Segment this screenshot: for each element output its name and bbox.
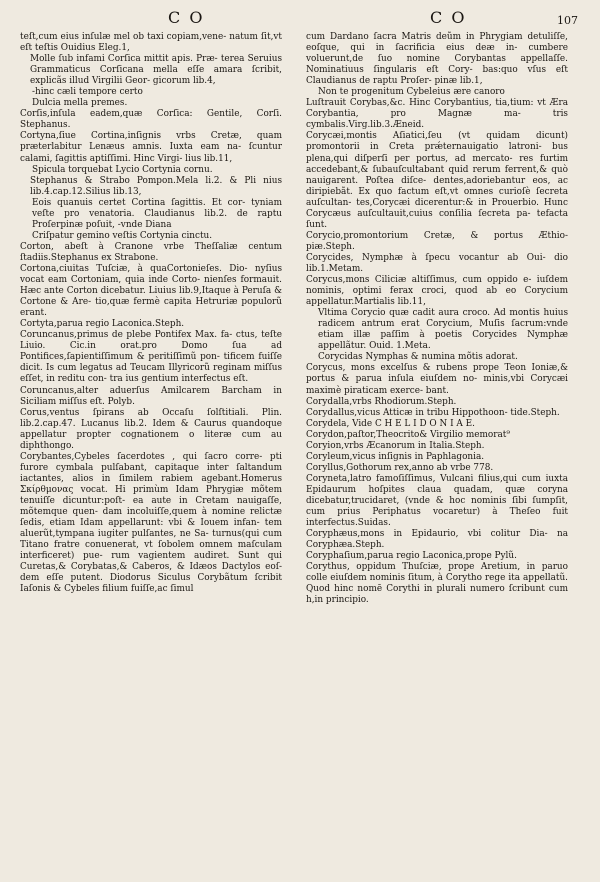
entry: Coryion,vrbs Æcanorum in Italia.Steph. (306, 440, 485, 451)
entry: Corycus, mons excelſus & rubens prope Teon Ioniæ,& portus & parua inſula eiuſdem no‑ minis,vbi Corycæi maximè piraticam exerce‑ bant. (306, 363, 568, 396)
entry: Corydalla,vrbs Rhodiorum.Steph. (306, 396, 457, 407)
entry: Corydallus,vicus Atticæ in tribu Hippothoon‑ tide.Steph. (306, 407, 560, 418)
quote-line: Vltima Corycio quæ cadit aura croco. Ad montis huius radicem antrum erat Corycium, Muſis ſacrum:vnde etiam illæ paſſim à poetis Corycides Nymphæ appellãtur. Ouid. 1.Meta. (318, 308, 568, 352)
quote-line: Molle ſub infami Corſica mittit apis. Præ‑ terea Seruius Grammaticus Corſicana mella eſſe amara ſcribit, explicãs illud Virgilii Geor‑ gicorum lib.4, (30, 54, 282, 87)
quote-line: ‑hinc cæli tempore certo (32, 87, 143, 98)
entry: Coruncanus,alter aduerſus Amilcarem Barcham in Siciliam miſſus eſt. Polyb. (20, 385, 282, 407)
entry: Coruncanus,primus de plebe Pontifex Max. fa‑ ctus, teſte Liuio. Cic.in orat.pro Domo ſua ad Pontifices,ſapientiſſimum & peritiſſimũ pon‑ tificem fuiſſe dicit. Is cum legatus ad Teucam Illyricorũ reginam miſſus eſſet, in reditu con‑ tra ius gentium interfectus eſt. (20, 330, 282, 385)
entry: Corythus, oppidum Thuſciæ, prope Aretium, in paruo colle eiuſdem nominis ſitum, à Corytho rege ita appellatũ. Quod hinc nomē Corythi in plurali numero ſcribunt cum h,in principio. (306, 562, 568, 606)
entry: Corus,ventus ſpirans ab Occaſu ſolſtitiali. Plin. lib.2.cap.47. Lucanus lib.2. Idem & Caurus quandoque appellatur propter cognationem o literæ cum au diphthongo. (20, 407, 282, 451)
entry: teſt,cum eius inſulæ mel ob taxi copiam,vene‑ natum ſit,vt eſt teſtis Ouidius Eleg.1, (20, 32, 282, 54)
quote-line: Dulcia mella premes. (32, 98, 128, 109)
entry: Corydon,paſtor,Theocrito& Virgilio memorat⁹ (306, 429, 510, 440)
entry: Corydela, Vide C H E L I D O N I A E. (306, 418, 475, 429)
right-column (306, 32, 568, 606)
entry: Corycio,promontorium Cretæ, & portus Æthio‑ piæ.Steph. (306, 230, 568, 252)
entry: Coryleum,vicus inſignis in Paphlagonia. (306, 451, 485, 462)
entry: Corycæi,montis Aſiatici,ſeu (vt quidam dicunt) promontorii in Creta prǽternauigatio latroni‑ bus plena,qui diſperſi per portus, ad mercato‑ res furtim accedebant,& ſubauſcultabant quid rerum ferrent,& quò nauigarent. Poſtea diſce‑ dentes,adoriebantur eos, ac diripiebãt. Ex quo factum eſt,vt omnes curioſè ſecreta auſcultan‑ tes,Corycæi dicerentur:& in Prouerbio. Hunc Corycæus auſcultauit,cuius conſilia ſecreta pa‑ tefacta ſunt. (306, 131, 568, 230)
entry: Corybantes,Cybeles ſacerdotes , qui ſacro corre‑ pti furore cymbala pulſabant, capitaque inter ſaltandum iactantes, alios in ſimilem rabiem agebant.Homerus Σκίρθμονας vocat. Hi primùm Idam Phrygiæ mõtem tenuiſſe dicuntur:poſt‑ ea aute in Cretam nauigaſſe, mõtemque quen‑ dam incoluiſſe,quem à nomine relictæ ſedis, etiam Idam appellarunt: vbi & Iouem infan‑ tem aluerũt,tympana iugiter pulſantes, ne Sa‑ turnus(qui cum Titano fratre conuenerat, vt ſobolem omnem maſculam interficeret) pue‑ rum vagientem audiret. Sunt qui Curetas,& Corybatas,& Caberos, & Idæos Dactylos eoſ‑ dem eſſe putent. Diodorus Siculus Corybãtum ſcribit Iaſonis & Cybeles filium fuiſſe,ac ſimul (20, 451, 282, 595)
quote-line: Criſpatur gemino veſtis Cortynia cinctu. (32, 230, 213, 241)
entry: Corycus,mons Ciliciæ altiſſimus, cum oppido e‑ iuſdem nominis, optimi ferax croci, quod ab eo Corycium appellatur.Martialis lib.11, (306, 275, 568, 308)
entry: Coryphæus,mons in Epidaurio, vbi colitur Dia‑ na Coryphæa.Steph. (306, 529, 568, 551)
entry: Corton, abeſt à Cranone vrbe Theſſaliæ centum ſtadiis.Stephanus ex Strabone. (20, 241, 282, 263)
right-running-head: C O (430, 8, 467, 27)
entry: cum Dardano ſacra Matris deũm in Phrygiam detuliſſe, eoſque, qui in ſacrificia eius deæ in‑ cumbere voluerunt,de ſuo nomine Corybantas appellaſſe. Nominatiuus ſingularis eſt Cory‑ bas:quo vſus eſt Claudianus de raptu Proſer‑ pinæ lib.1, (306, 32, 568, 87)
entry: Coryneta,latro famoſiſſimus, Vulcani filius,qui cum iuxta Epidaurum hoſpites claua quadam, quæ coryna dicebatur,trucidaret, (vnde & hoc nominis ſibi ſumpſit, cum prius Periphatus vocaretur) à Theſeo fuit interfectus.Suidas. (306, 473, 568, 529)
left-column (20, 32, 282, 595)
entry: Stephanus & Strabo Pompon.Mela li.2. & Pli nius lib.4.cap.12.Silius lib.13, (30, 175, 282, 197)
entry: Coryphaſium,parua regio Laconica,prope Pylũ. (306, 551, 517, 562)
entry: Luſtrauit Corybas,&c. Hinc Corybantius, tia,tium: vt Æra Corybantia, pro Magnæ ma‑ tris cymbalis.Virg.lib.3.Æneid. (306, 98, 568, 131)
quote-line: Non te progenitum Cybeleius ære canoro (318, 87, 505, 98)
entry: Corſis,inſula eadem,quæ Corſica: Gentile, Corſi. Stephanus. (20, 109, 282, 131)
entry: Cortyna,ſiue Cortina,inſignis vrbs Cretæ, quam præterlabitur Lenæus amnis. Iuxta eam na‑ ſcuntur calami, ſagittis aptiſſimi. Hinc Virgi‑ lius lib.11, (20, 131, 282, 164)
quote-line: Corycidas Nymphas & numina mõtis adorat. (318, 352, 518, 363)
quote-line: Spicula torquebat Lycio Cortynia cornu. (32, 164, 213, 175)
entry: Cortona,ciuitas Tuſciæ, à quaCortonieſes. Dio‑ nyſius vocat eam Cortoniam, quia inde Corto‑ nienſes formauit. Hæc ante Corton dicebatur. Liuius lib.9,Itaque à Peruſa & Cortone & Are‑ tio,quæ fermè capita Hetruriæ populorũ erant. (20, 263, 282, 319)
quote-line: Eois quanuis certet Cortina ſagittis. Et cor‑ tyniam veſte pro venatoria. Claudianus lib.2. de raptu Proſerpinæ poſuit, ‑vnde Diana (32, 197, 282, 230)
entry: Coryllus,Gothorum rex,anno ab vrbe 778. (306, 462, 494, 473)
page-number: 107 (557, 14, 578, 27)
page-header (0, 6, 600, 30)
entry: Cortyta,parua regio Laconica.Steph. (20, 319, 185, 330)
entry: Corycides, Nymphæ à ſpecu vocantur ab Oui‑ dio lib.1.Metam. (306, 252, 568, 274)
left-running-head: C O (168, 8, 205, 27)
